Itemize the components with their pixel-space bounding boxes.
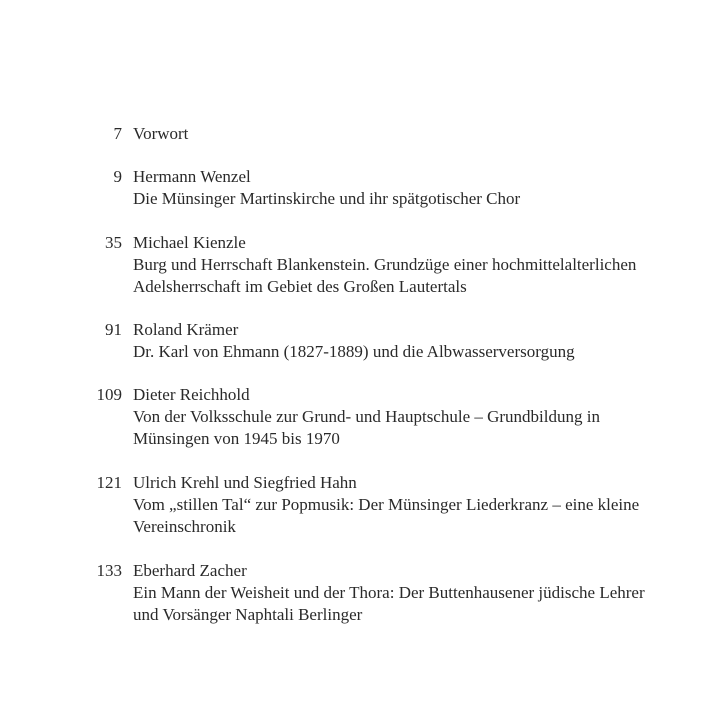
toc-entry-text <box>133 472 703 538</box>
toc-page-number: 133 <box>96 561 122 580</box>
toc-title-continued: Adelsherrschaft im Gebiet des Großen Lautertals <box>133 277 467 296</box>
toc-entry-text <box>133 123 703 145</box>
toc-author: Eberhard Zacher <box>133 561 247 580</box>
toc-entry-text <box>133 319 703 363</box>
toc-title: Die Münsinger Martinskirche und ihr spätgotischer Chor <box>133 189 521 208</box>
toc-entry-text <box>133 384 703 450</box>
toc-entry-text <box>133 560 703 626</box>
toc-title-continued: Vereinschronik <box>133 517 236 536</box>
toc-author: Ulrich Krehl und Siegfried Hahn <box>133 473 357 492</box>
toc-title: Dr. Karl von Ehmann (1827-1889) und die Albwasserversorgung <box>133 342 575 361</box>
toc-title-continued: Münsingen von 1945 bis 1970 <box>133 429 340 448</box>
toc-title: Vorwort <box>133 124 189 143</box>
toc-author: Dieter Reichhold <box>133 385 250 404</box>
toc-page-number: 9 <box>113 167 122 186</box>
toc-title: Burg und Herrschaft Blankenstein. Grundzüge einer hochmittelalterlichen <box>133 255 637 274</box>
toc-page-number: 109 <box>96 385 122 404</box>
toc-title: Von der Volksschule zur Grund- und Hauptschule – Grundbildung in <box>133 407 600 426</box>
toc-author: Roland Krämer <box>133 320 239 339</box>
toc-title: Vom „stillen Tal“ zur Popmusik: Der Münsinger Liederkranz – eine kleine <box>133 495 640 514</box>
toc-page-number: 35 <box>105 233 122 252</box>
toc-page-number: 121 <box>96 473 122 492</box>
toc-entry-text <box>133 232 703 298</box>
toc-page-number: 7 <box>113 124 122 143</box>
toc-page-number: 91 <box>105 320 122 339</box>
toc-author: Michael Kienzle <box>133 233 246 252</box>
toc-title-continued: und Vorsänger Naphtali Berlinger <box>133 605 363 624</box>
toc-author: Hermann Wenzel <box>133 167 251 186</box>
toc-entry-text <box>133 166 703 210</box>
toc-title: Ein Mann der Weisheit und der Thora: Der Buttenhausener jüdische Lehrer <box>133 583 645 602</box>
